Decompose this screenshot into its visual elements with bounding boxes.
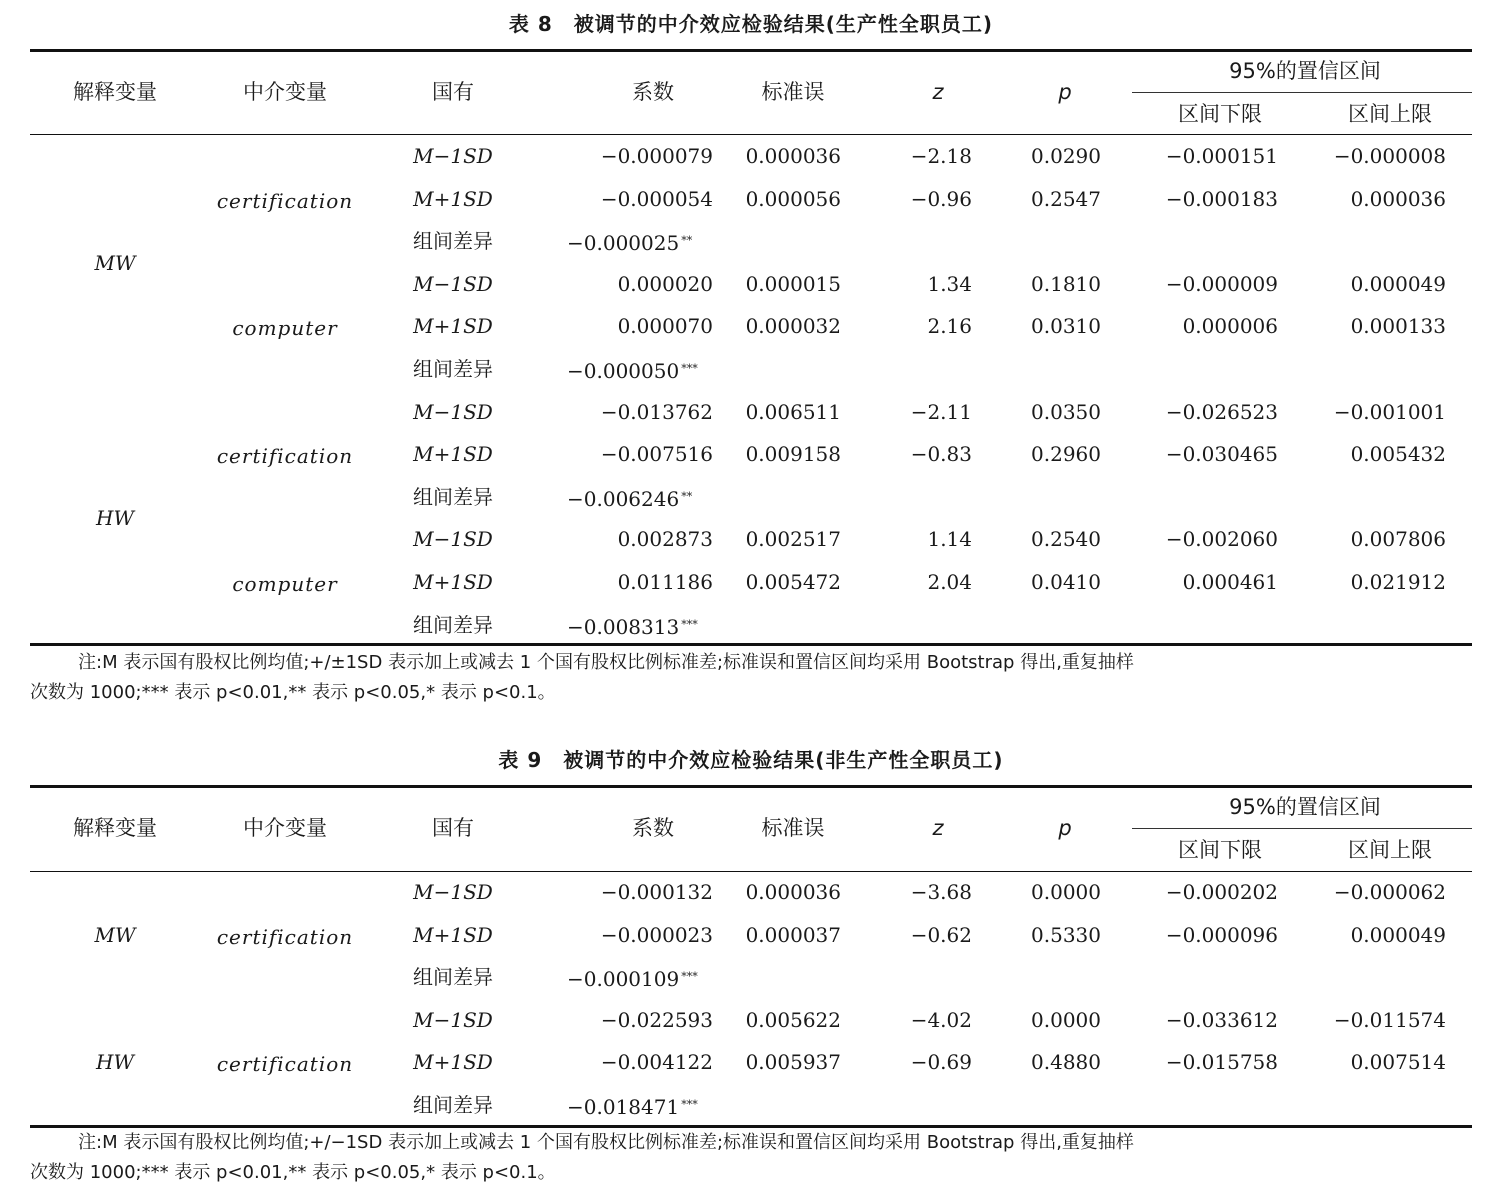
explanatory-variable: MW (94, 250, 136, 275)
ci-upper-cell: 0.007514 (1350, 1050, 1446, 1075)
ci-upper-cell: −0.000008 (1333, 144, 1446, 168)
p-cell: 0.0350 (1031, 399, 1101, 424)
ci-upper-cell: 0.021912 (1350, 570, 1446, 594)
se-cell: 0.005937 (745, 1050, 841, 1075)
p-cell: 0.1810 (1031, 271, 1101, 296)
ci-upper-cell: 0.000049 (1350, 271, 1446, 296)
coef-cell: −0.004122 (600, 1050, 713, 1075)
se-cell: 0.009158 (745, 442, 841, 467)
header-ci-upper: 区间上限 (1348, 102, 1432, 126)
level-cell: M+1SD (413, 314, 493, 339)
top-rule (30, 785, 1472, 788)
z-cell: 2.04 (927, 570, 972, 594)
ci-upper-cell: −0.011574 (1333, 1007, 1446, 1032)
note-line: 注:M 表示国有股权比例均值;+/−1SD 表示加上或减去 1 个国有股权比例标准差;标准误和置信区间均采用 Bootstrap 得出,重复抽样 (78, 1132, 1134, 1153)
note-line: 次数为 1000;*** 表示 p<0.01,** 表示 p<0.05,* 表示 p<0.1。 (30, 682, 556, 703)
se-cell: 0.005472 (745, 570, 841, 594)
mediator-name: computer (232, 316, 338, 341)
ci-upper-cell: 0.000036 (1350, 186, 1446, 211)
level-cell: M+1SD (413, 570, 493, 594)
note-line: 注:M 表示国有股权比例均值;+/±1SD 表示加上或减去 1 个国有股权比例标准差;标准误和置信区间均采用 Bootstrap 得出,重复抽样 (78, 652, 1134, 673)
ci-lower-cell: 0.000006 (1182, 314, 1278, 339)
ci-lower-cell: −0.030465 (1165, 442, 1278, 467)
mediator-name: certification (216, 444, 354, 469)
level-cell: M−1SD (413, 1007, 493, 1032)
ci-upper-cell: −0.001001 (1333, 399, 1446, 424)
coef-cell: −0.013762 (600, 399, 713, 424)
level-cell: M−1SD (413, 144, 493, 168)
explanatory-variable: MW (94, 922, 136, 947)
se-cell: 0.000032 (745, 314, 841, 339)
coef-cell: −0.000132 (600, 880, 713, 904)
table-caption: 表 8 被调节的中介效应检验结果(生产性全职员工) (508, 12, 994, 36)
explanatory-variable: HW (96, 1050, 134, 1075)
explanatory-variable: HW (96, 506, 134, 531)
mediator-name: computer (232, 572, 338, 596)
level-cell: M−1SD (413, 880, 493, 904)
group-diff-value: −0.006246 (567, 486, 680, 511)
header-rule (30, 871, 1472, 872)
table-note (30, 1128, 1472, 1188)
level-cell: M+1SD (413, 1050, 493, 1075)
significance-stars: *** (681, 1098, 698, 1111)
header-mediator: 中介变量 (243, 816, 327, 840)
p-cell: 0.0000 (1031, 880, 1101, 904)
ci-upper-cell: 0.005432 (1350, 442, 1446, 467)
level-cell: M+1SD (413, 922, 493, 947)
ci-lower-cell: 0.000461 (1182, 570, 1278, 594)
ci-lower-cell: −0.000183 (1165, 186, 1278, 211)
header-p: p (1058, 816, 1072, 840)
z-cell: 2.16 (927, 314, 972, 339)
se-cell: 0.000036 (745, 144, 841, 168)
ci-lower-cell: −0.033612 (1165, 1007, 1278, 1032)
significance-stars: ** (681, 489, 693, 503)
header-ci-lower: 区间下限 (1178, 838, 1262, 862)
level-cell: M+1SD (413, 186, 493, 211)
ci-lower-cell: −0.015758 (1165, 1050, 1278, 1075)
coef-cell: −0.022593 (600, 1007, 713, 1032)
group-diff-coef (567, 1093, 698, 1119)
p-cell: 0.0310 (1031, 314, 1101, 339)
table-caption: 表 9 被调节的中介效应检验结果(非生产性全职员工) (498, 748, 1004, 772)
header-z: z (932, 816, 944, 840)
level-cell: M−1SD (413, 399, 493, 424)
table-9 (30, 0, 1472, 1203)
ci-upper-cell: 0.000133 (1350, 314, 1446, 339)
ci-lower-cell: −0.002060 (1165, 527, 1278, 552)
se-cell: 0.002517 (745, 527, 841, 552)
coef-cell: 0.011186 (617, 570, 713, 594)
header-state-owned: 国有 (432, 79, 474, 104)
ci-upper-cell: 0.000049 (1350, 922, 1446, 947)
group-diff-value: −0.000109 (567, 967, 680, 992)
coef-cell: −0.000079 (600, 144, 713, 168)
group-diff-value: −0.008313 (567, 614, 680, 639)
coef-cell: −0.000023 (600, 922, 713, 947)
ci-upper-cell: 0.007806 (1350, 527, 1446, 552)
ci-lower-cell: −0.000151 (1165, 144, 1278, 168)
se-cell: 0.005622 (745, 1007, 841, 1032)
significance-stars: *** (681, 970, 698, 984)
p-cell: 0.0000 (1031, 1007, 1101, 1032)
p-cell: 0.2540 (1031, 527, 1101, 552)
header-mediator: 中介变量 (243, 79, 327, 104)
coef-cell: −0.007516 (600, 442, 713, 467)
z-cell: −0.69 (910, 1050, 972, 1075)
z-cell: −0.62 (910, 922, 972, 947)
group-diff-label: 组间差异 (413, 965, 493, 990)
header-state-owned: 国有 (432, 816, 474, 840)
p-cell: 0.0290 (1031, 144, 1101, 168)
z-cell: −0.96 (910, 186, 972, 211)
level-cell: M+1SD (413, 442, 493, 467)
z-cell: 1.34 (927, 271, 972, 296)
header-p: p (1058, 79, 1072, 104)
group-diff-label: 组间差异 (413, 1093, 493, 1117)
coef-cell: 0.000070 (617, 314, 713, 339)
se-cell: 0.000037 (745, 922, 841, 947)
p-cell: 0.4880 (1031, 1050, 1101, 1075)
header-ci: 95%的置信区间 (1229, 59, 1381, 83)
p-cell: 0.0410 (1031, 570, 1101, 594)
ci-lower-cell: −0.000096 (1165, 922, 1278, 947)
se-cell: 0.000036 (745, 880, 841, 904)
header-ci-upper: 区间上限 (1348, 838, 1432, 862)
header-explanatory: 解释变量 (73, 79, 157, 104)
coef-cell: −0.000054 (600, 186, 713, 211)
z-cell: −2.18 (910, 144, 972, 168)
significance-stars: *** (681, 362, 698, 375)
ci-upper-cell: −0.000062 (1333, 880, 1446, 904)
significance-stars: *** (681, 617, 698, 631)
mediator-name: certification (216, 924, 354, 949)
group-diff-value: −0.000025 (567, 231, 680, 256)
note-line: 次数为 1000;*** 表示 p<0.01,** 表示 p<0.05,* 表示 p<0.1。 (30, 1162, 556, 1183)
group-diff-label: 组间差异 (413, 229, 493, 254)
group-diff-label: 组间差异 (413, 484, 493, 509)
z-cell: −0.83 (910, 442, 972, 467)
group-diff-value: −0.018471 (567, 1095, 680, 1119)
se-cell: 0.000015 (745, 271, 841, 296)
significance-stars: ** (681, 234, 693, 248)
z-cell: −2.11 (910, 399, 972, 424)
p-cell: 0.2960 (1031, 442, 1101, 467)
group-diff-value: −0.000050 (567, 359, 680, 383)
header-ci-lower: 区间下限 (1178, 102, 1262, 126)
ci-subrule (1132, 828, 1472, 829)
coef-cell: 0.000020 (617, 271, 713, 296)
group-diff-label: 组间差异 (413, 612, 493, 637)
header-z: z (932, 79, 944, 104)
p-cell: 0.5330 (1031, 922, 1101, 947)
z-cell: −3.68 (910, 880, 972, 904)
ci-lower-cell: −0.026523 (1165, 399, 1278, 424)
header-ci: 95%的置信区间 (1229, 795, 1381, 819)
se-cell: 0.000056 (745, 186, 841, 211)
header-se: 标准误 (761, 816, 825, 840)
header-explanatory: 解释变量 (73, 816, 157, 840)
ci-lower-cell: −0.000009 (1165, 271, 1278, 296)
header-coef: 系数 (632, 79, 674, 104)
mediator-name: certification (216, 188, 354, 213)
header-se: 标准误 (761, 79, 825, 104)
z-cell: −4.02 (910, 1007, 972, 1032)
ci-lower-cell: −0.000202 (1165, 880, 1278, 904)
group-diff-coef (567, 965, 698, 991)
z-cell: 1.14 (927, 527, 972, 552)
mediator-name: certification (216, 1052, 354, 1077)
header-coef: 系数 (632, 816, 674, 840)
p-cell: 0.2547 (1031, 186, 1101, 211)
se-cell: 0.006511 (745, 399, 841, 424)
coef-cell: 0.002873 (617, 527, 713, 552)
level-cell: M−1SD (413, 527, 493, 552)
level-cell: M−1SD (413, 271, 493, 296)
group-diff-label: 组间差异 (413, 357, 493, 381)
